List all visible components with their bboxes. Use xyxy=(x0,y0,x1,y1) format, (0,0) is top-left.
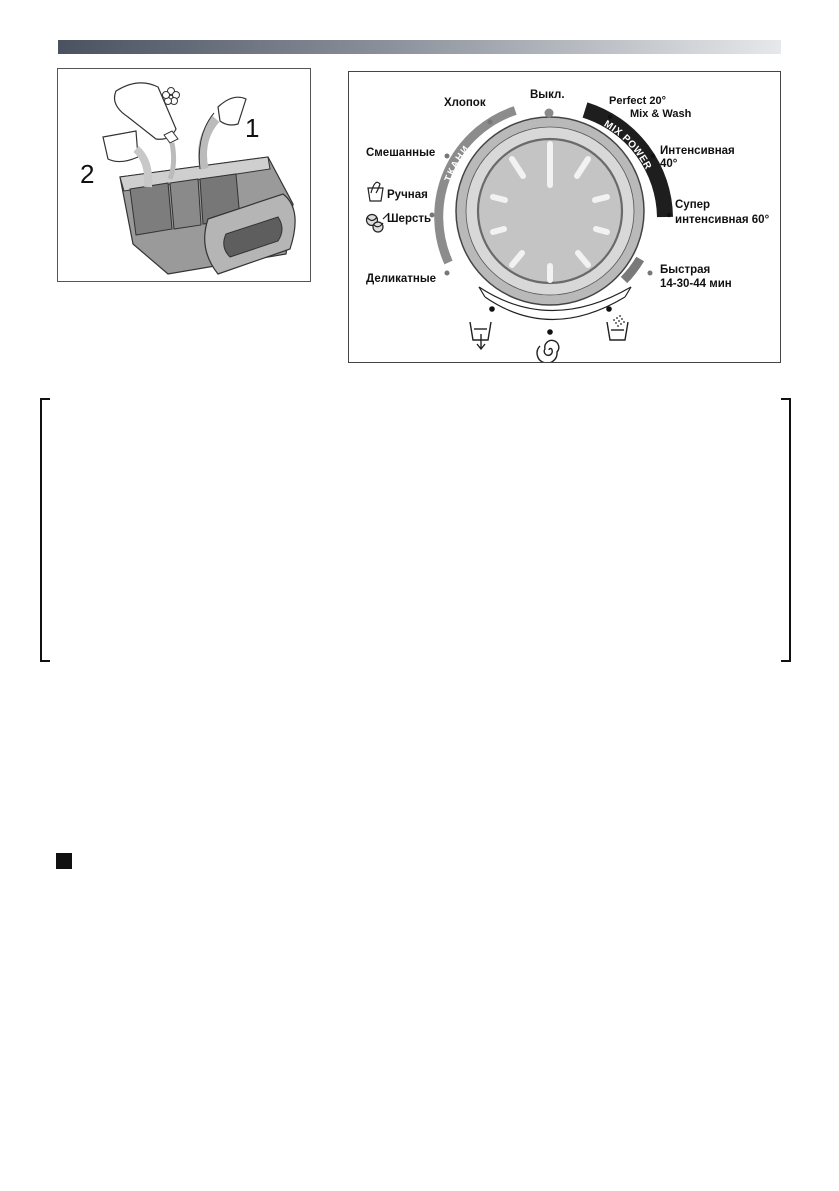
program-perfect20-sub-label: Mix & Wash xyxy=(630,108,692,120)
detergent-drawer-illustration xyxy=(58,69,310,281)
program-quick-time-label: 14-30-44 мин xyxy=(660,278,732,290)
program-delicate-label: Деликатные xyxy=(366,273,437,285)
rinse-icon xyxy=(607,315,628,340)
header-gradient-bar xyxy=(58,40,781,54)
detergent-drawer-figure xyxy=(57,68,311,282)
program-wool-label: Шерсть xyxy=(387,213,432,225)
empty-text-frame xyxy=(40,398,791,662)
program-super-sub-label: интенсивная 60° xyxy=(675,214,770,226)
program-intensive-temp-label: 40° xyxy=(660,158,678,170)
program-hand-label: Ручная xyxy=(387,189,428,201)
flower-icon xyxy=(163,88,180,105)
program-cotton-label: Хлопок xyxy=(444,97,486,109)
spin-icon xyxy=(537,340,559,362)
wool-icon xyxy=(367,213,390,232)
program-quick-label: Быстрая xyxy=(660,264,711,276)
fabrics-arc-label: ТКАНИ xyxy=(442,143,473,184)
program-mixed-label: Смешанные xyxy=(366,147,436,159)
program-perfect20-label: Perfect 20° xyxy=(609,95,666,107)
section-bullet-square xyxy=(56,853,72,869)
compartment-2-number: 2 xyxy=(80,159,95,189)
mix-power-arc-label: MIX POWER xyxy=(601,118,654,172)
program-dial-figure xyxy=(348,71,781,363)
drain-icon xyxy=(470,322,491,349)
program-super-label: Супер xyxy=(675,199,711,211)
hand-wash-icon xyxy=(368,182,383,201)
program-intensive-label: Интенсивная xyxy=(660,145,735,157)
compartment-1-number: 1 xyxy=(245,113,260,143)
program-off-label: Выкл. xyxy=(530,89,565,101)
